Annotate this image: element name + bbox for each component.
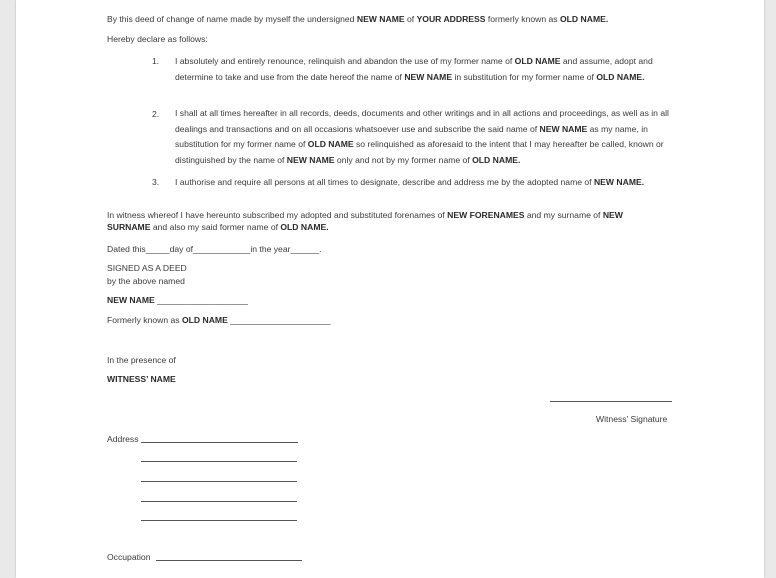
witness-signature-line bbox=[550, 401, 672, 402]
item-old-name: OLD NAME. bbox=[596, 71, 645, 82]
formerly-known-line bbox=[107, 314, 331, 326]
address-line bbox=[141, 520, 297, 521]
item-text: I shall at all times hereafter in all records, deeds, documents and other writings and in all actions and proceedings, as well as in all dealings and transactions and on all occasions whatsoever use and subscribe the said name of bbox=[175, 108, 669, 134]
item-number: 1. bbox=[152, 56, 160, 66]
occupation-label: Occupation bbox=[107, 552, 151, 562]
witness-name-label bbox=[107, 373, 176, 385]
intro-old-name: OLD NAME. bbox=[560, 14, 609, 24]
intro-text: By this deed of change of name made by myself the undersigned bbox=[107, 14, 357, 24]
address-line bbox=[141, 501, 297, 502]
item-text: I authorise and require all persons at all times to designate, describe and address me by the adopted name of bbox=[175, 177, 594, 187]
document-page bbox=[16, 0, 764, 578]
intro-paragraph bbox=[107, 13, 608, 25]
item-text: so relinquished as aforesaid to the intent that I may hereafter be called, known or distinguished by the name of bbox=[175, 139, 664, 165]
formerly-blank: _____________________ bbox=[230, 315, 331, 325]
item-new-name: NEW NAME. bbox=[593, 177, 645, 187]
item-number: 3. bbox=[152, 177, 160, 187]
intro-text: formerly known as bbox=[485, 14, 560, 24]
item-text: only and not by my former name of bbox=[334, 154, 473, 165]
declare-text: Hereby declare as follows: bbox=[107, 34, 208, 44]
intro-address: YOUR ADDRESS bbox=[416, 14, 486, 24]
intro-text: of bbox=[404, 14, 417, 24]
old-name: OLD NAME. bbox=[280, 222, 329, 232]
item-text: in substitution for my former name of bbox=[452, 71, 597, 82]
address-label: Address bbox=[107, 434, 139, 444]
formerly-old-name: OLD NAME bbox=[181, 315, 228, 325]
item-new-name: NEW NAME bbox=[286, 154, 335, 165]
new-name-label: NEW NAME bbox=[107, 295, 155, 305]
new-name-line bbox=[107, 294, 248, 306]
item-old-name: OLD NAME. bbox=[472, 154, 521, 165]
witness-para-text: and also my said former name of bbox=[150, 222, 281, 232]
new-name-blank: ___________________ bbox=[157, 295, 248, 305]
witness-signature-label: Witness’ Signature bbox=[596, 414, 668, 424]
item-old-name: OLD NAME bbox=[307, 139, 354, 149]
address-line bbox=[141, 481, 297, 482]
declaration-item bbox=[175, 106, 675, 168]
witness-para-text: and my surname of bbox=[524, 210, 603, 220]
witness-name-text: WITNESS’ NAME bbox=[107, 374, 176, 384]
intro-new-name: NEW NAME bbox=[356, 14, 405, 24]
signed-by: by the above named bbox=[107, 276, 185, 286]
new-surname: NEW SURNAME bbox=[107, 210, 623, 232]
item-old-name: OLD NAME bbox=[514, 56, 561, 66]
item-new-name: NEW NAME bbox=[539, 123, 588, 134]
new-forenames: NEW FORENAMES bbox=[447, 210, 525, 220]
item-new-name: NEW NAME bbox=[404, 71, 453, 82]
address-line bbox=[141, 461, 297, 462]
item-number: 2. bbox=[152, 109, 160, 119]
item-text: I absolutely and entirely renounce, relinquish and abandon the use of my former name of bbox=[175, 56, 515, 66]
occupation-line bbox=[156, 560, 302, 561]
address-line bbox=[141, 442, 298, 443]
dated-line: Dated this_____day of____________in the year______. bbox=[107, 244, 322, 254]
item-text: as my name, in substitution for my former name of bbox=[175, 123, 648, 149]
item-text: and assume, adopt and determine to take and use from the date hereof the name of bbox=[175, 56, 653, 82]
formerly-label: Formerly known as bbox=[107, 315, 182, 325]
signed-as-deed: SIGNED AS A DEED bbox=[107, 263, 187, 273]
witness-paragraph bbox=[107, 209, 667, 233]
witness-para-text: In witness whereof I have hereunto subscribed my adopted and substituted forenames of bbox=[107, 210, 448, 220]
declaration-item bbox=[175, 54, 675, 85]
declaration-item bbox=[175, 175, 655, 191]
presence-text: In the presence of bbox=[107, 355, 176, 365]
